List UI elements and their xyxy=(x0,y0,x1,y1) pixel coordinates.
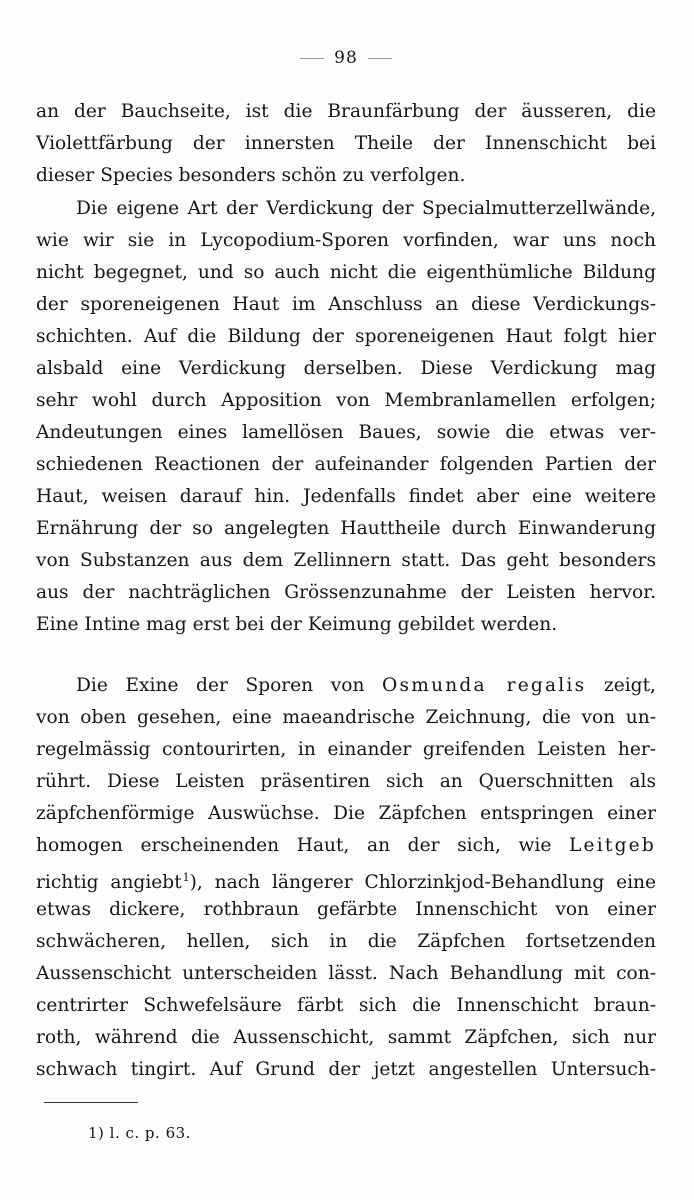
footnote: 1) l. c. p. 63. xyxy=(88,1124,191,1142)
text-line: aus der nachträglichen Grössenzunahme der Leisten hervor. xyxy=(36,582,656,603)
line-text: zeigt, xyxy=(603,675,656,696)
text-line: centrirter Schwefelsäure färbt sich die Innenschicht braun- xyxy=(36,995,656,1016)
text-line: Violettfärbung der innersten Theile der Innenschicht bei xyxy=(36,133,656,154)
text-line xyxy=(36,670,656,702)
text-line: schichten. Auf die Bildung der sporeneigenen Haut folgt hier xyxy=(36,326,656,347)
text-line: Aussenschicht unterscheiden lässt. Nach Behandlung mit con- xyxy=(36,963,656,984)
author-name: Leitgeb xyxy=(569,835,656,856)
text-line xyxy=(36,862,656,894)
text-line: Ernährung der so angelegten Hauttheile durch Einwanderung xyxy=(36,518,656,539)
text-line: regelmässig contourirten, in einander greifenden Leisten her- xyxy=(36,739,656,760)
line-text: richtig angiebt xyxy=(36,872,182,893)
text-line: Eine Intine mag erst bei der Keimung gebildet werden. xyxy=(36,614,558,635)
paragraph-1 xyxy=(36,96,656,192)
text-line: alsbald eine Verdickung derselben. Diese Verdickung mag xyxy=(36,358,656,379)
line-text: Die Exine der Sporen von xyxy=(76,675,365,696)
header-dash-left xyxy=(300,58,324,59)
line-text: homogen erscheinenden Haut, an der sich, wie xyxy=(36,835,552,856)
text-line: Andeutungen eines lamellösen Baues, sowie die etwas ver- xyxy=(36,422,656,443)
text-line: schiedenen Reactionen der aufeinander folgenden Partien der xyxy=(36,454,656,475)
text-line: von oben gesehen, eine maeandrische Zeichnung, die von un- xyxy=(36,707,656,728)
text-line: nicht begegnet, und so auch nicht die eigenthümliche Bildung xyxy=(36,262,656,283)
footnote-reference[interactable]: 1 xyxy=(182,871,190,884)
text-line: dieser Species besonders schön zu verfolgen. xyxy=(36,165,466,186)
footnote-divider xyxy=(44,1102,138,1103)
text-line: Haut, weisen darauf hin. Jedenfalls findet aber eine weitere xyxy=(36,486,656,507)
book-page xyxy=(36,0,656,1200)
text-line: schwächeren, hellen, sich in die Zäpfchen fortsetzenden xyxy=(36,931,656,952)
header-dash-right xyxy=(368,58,392,59)
species-name: Osmunda regalis xyxy=(382,675,587,696)
text-line: der sporeneigenen Haut im Anschluss an diese Verdickungs- xyxy=(36,294,656,315)
text-line: an der Bauchseite, ist die Braunfärbung der äusseren, die xyxy=(36,101,656,122)
text-line: Die eigene Art der Verdickung der Specialmutterzellwände, xyxy=(76,198,656,219)
text-line: zäpfchenförmige Auswüchse. Die Zäpfchen entspringen einer xyxy=(36,803,656,824)
page-number: 98 xyxy=(334,48,358,68)
text-line xyxy=(36,830,656,862)
text-line: wie wir sie in Lycopodium-Sporen vorfinden, war uns noch xyxy=(36,230,656,251)
text-line: von Substanzen aus dem Zellinnern statt. Das geht besonders xyxy=(36,550,656,571)
text-line: schwach tingirt. Auf Grund der jetzt angestellen Untersuch- xyxy=(36,1059,656,1080)
text-line: roth, während die Aussenschicht, sammt Zäpfchen, sich nur xyxy=(36,1027,656,1048)
paragraph-3 xyxy=(36,670,656,1086)
line-text: ), nach längerer Chlorzinkjod-Behandlung eine xyxy=(189,872,656,893)
text-line: rührt. Diese Leisten präsentiren sich an Querschnitten als xyxy=(36,771,656,792)
paragraph-2 xyxy=(36,193,656,641)
text-line: sehr wohl durch Apposition von Membranlamellen erfolgen; xyxy=(36,390,656,411)
text-line: etwas dickere, rothbraun gefärbte Innenschicht von einer xyxy=(36,899,656,920)
page-header xyxy=(36,48,656,68)
